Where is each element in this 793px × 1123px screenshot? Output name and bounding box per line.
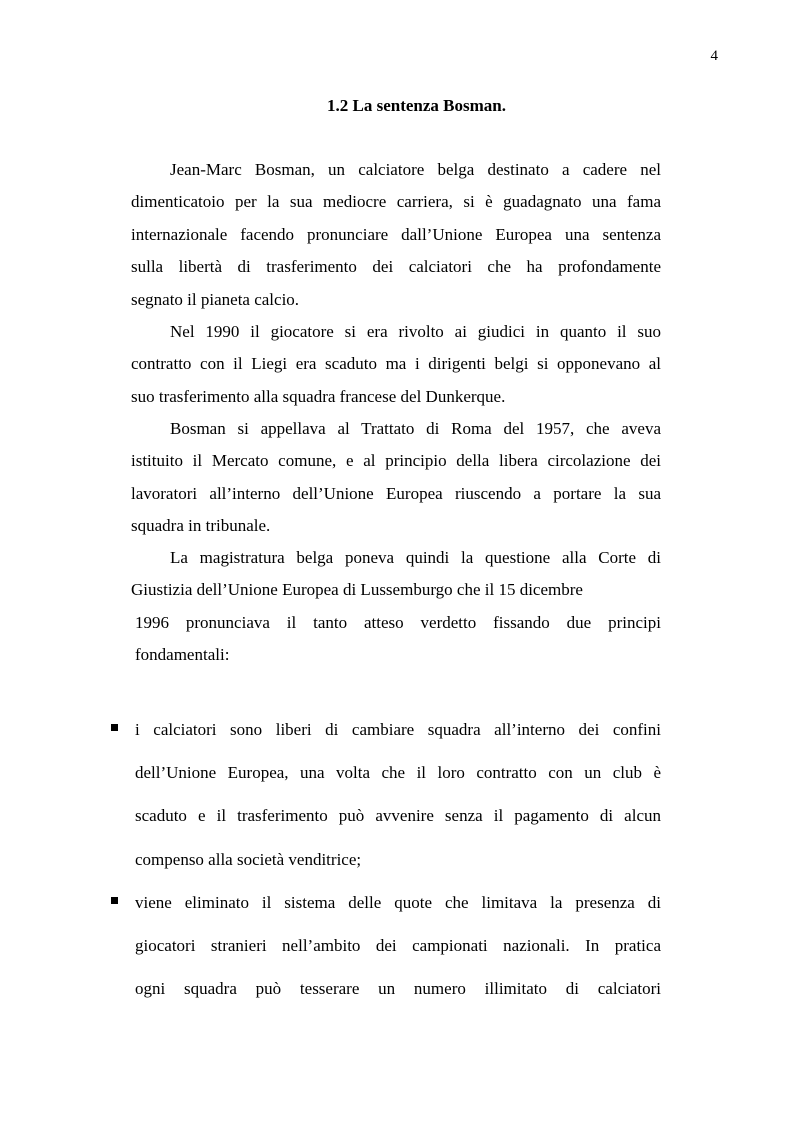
paragraph-4: [131, 542, 661, 672]
paragraph-1: [131, 154, 661, 316]
list-item-text: [135, 708, 661, 881]
page-number: 4: [710, 48, 718, 64]
text-line: suo trasferimento alla squadra francese del Dunkerque.: [131, 386, 506, 406]
text-line: internazionale facendo pronunciare dall’Unione Europea una sentenza: [131, 224, 661, 244]
section-title: 1.2 La sentenza Bosman.: [327, 96, 506, 115]
text-line: Nel 1990 il giocatore si era rivolto ai giudici in quanto il suo: [170, 322, 661, 341]
text-line: giocatori stranieri nell’ambito dei campionati nazionali. In pratica: [135, 936, 661, 956]
text-line: ogni squadra può tesserare un numero illimitato di calciatori: [135, 979, 661, 999]
text-line: fondamentali:: [135, 645, 230, 665]
text-line: scaduto e il trasferimento può avvenire senza il pagamento di alcun: [135, 806, 661, 826]
paragraph-3: [131, 413, 661, 543]
text-line: sulla libertà di trasferimento dei calciatori che ha profondamente: [131, 257, 661, 277]
square-bullet-icon: [111, 897, 118, 904]
text-line: lavoratori all’interno dell’Unione Europea riuscendo a portare la sua: [131, 483, 661, 503]
text-line: dimenticatoio per la sua mediocre carriera, si è guadagnato una fama: [131, 192, 661, 212]
text-line: contratto con il Liegi era scaduto ma i dirigenti belgi si opponevano al: [131, 354, 661, 374]
list-item-text: [135, 881, 661, 1011]
text-line: Bosman si appellava al Trattato di Roma del 1957, che aveva: [170, 419, 661, 438]
text-line: dell’Unione Europea, una volta che il loro contratto con un club è: [135, 763, 661, 783]
text-line: viene eliminato il sistema delle quote che limitava la presenza di: [135, 893, 661, 912]
text-line: 1996 pronunciava il tanto atteso verdetto fissando due principi: [135, 612, 661, 632]
square-bullet-icon: [111, 724, 118, 731]
text-line: istituito il Mercato comune, e al principio della libera circolazione dei: [131, 451, 661, 471]
text-line: i calciatori sono liberi di cambiare squadra all’interno dei confini: [135, 720, 661, 739]
text-line: squadra in tribunale.: [131, 516, 271, 536]
paragraph-2: [131, 316, 661, 413]
text-line: La magistratura belga poneva quindi la questione alla Corte di: [170, 548, 661, 567]
text-line: segnato il pianeta calcio.: [131, 289, 300, 309]
text-line: Giustizia dell’Unione Europea di Lussemburgo che il 15 dicembre: [131, 580, 583, 600]
text-line: Jean-Marc Bosman, un calciatore belga destinato a cadere nel: [170, 160, 661, 179]
text-line: compenso alla società venditrice;: [135, 849, 362, 869]
